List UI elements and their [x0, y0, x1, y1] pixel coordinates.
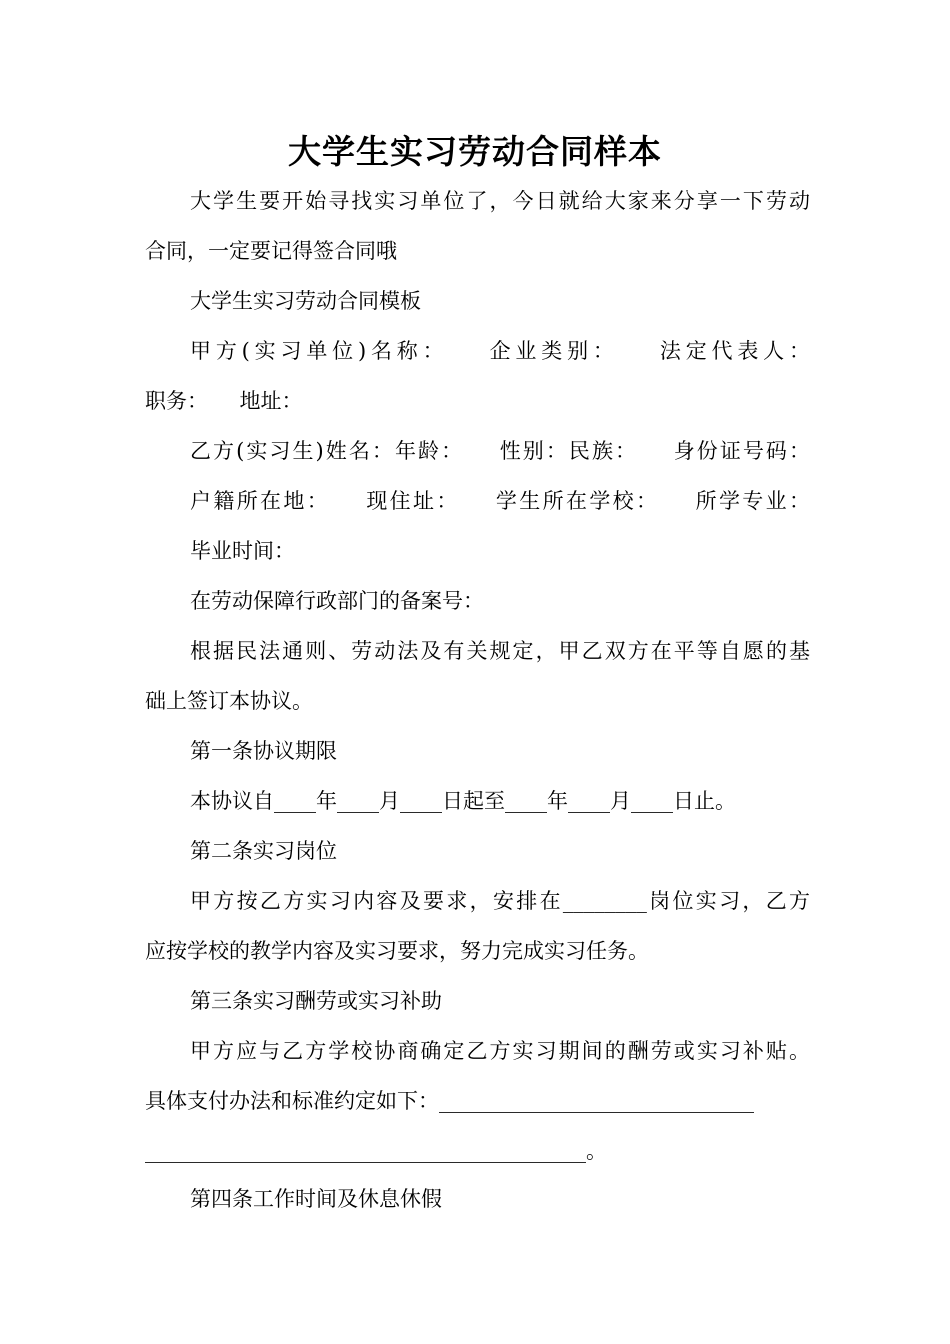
- paragraph-line: 合同，一定要记得签合同哦: [145, 239, 397, 263]
- paragraph-line: 根据民法通则、劳动法及有关规定，甲乙双方在平等自愿的基: [190, 639, 810, 663]
- document-title: 大学生实习劳动合同样本: [288, 132, 662, 171]
- paragraph-line: 甲方应与乙方学校协商确定乙方实习期间的酬劳或实习补贴。: [190, 1039, 810, 1063]
- field-line: 毕业时间：: [190, 539, 295, 563]
- field-line: 户籍所在地： 现住址： 学生所在学校： 所学专业：: [190, 489, 810, 513]
- article-heading: 第三条实习酬劳或实习补助: [190, 989, 442, 1013]
- section-heading: 大学生实习劳动合同模板: [190, 289, 421, 313]
- article-heading: 第四条工作时间及休息休假: [190, 1187, 442, 1211]
- field-line: 职务： 地址：: [145, 389, 303, 413]
- paragraph-line: 甲方按乙方实习内容及要求，安排在________岗位实习，乙方: [190, 889, 810, 913]
- paragraph-line: 础上签订本协议。: [145, 689, 313, 713]
- paragraph-line: 具体支付办法和标准约定如下：______________________________: [145, 1089, 754, 1113]
- paragraph-line: __________________________________________。: [145, 1139, 607, 1163]
- paragraph-line: 大学生要开始寻找实习单位了，今日就给大家来分享一下劳动: [190, 189, 810, 213]
- field-line: 甲方(实习单位)名称： 企业类别： 法定代表人：: [190, 339, 810, 363]
- paragraph-line: 应按学校的教学内容及实习要求，努力完成实习任务。: [145, 939, 649, 963]
- article-heading: 第一条协议期限: [190, 739, 337, 763]
- article-heading: 第二条实习岗位: [190, 839, 337, 863]
- paragraph-line: 本协议自____年____月____日起至____年____月____日止。: [190, 789, 736, 813]
- field-line: 在劳动保障行政部门的备案号：: [190, 589, 484, 613]
- field-line: 乙方(实习生)姓名：年龄： 性别：民族： 身份证号码：: [190, 439, 810, 463]
